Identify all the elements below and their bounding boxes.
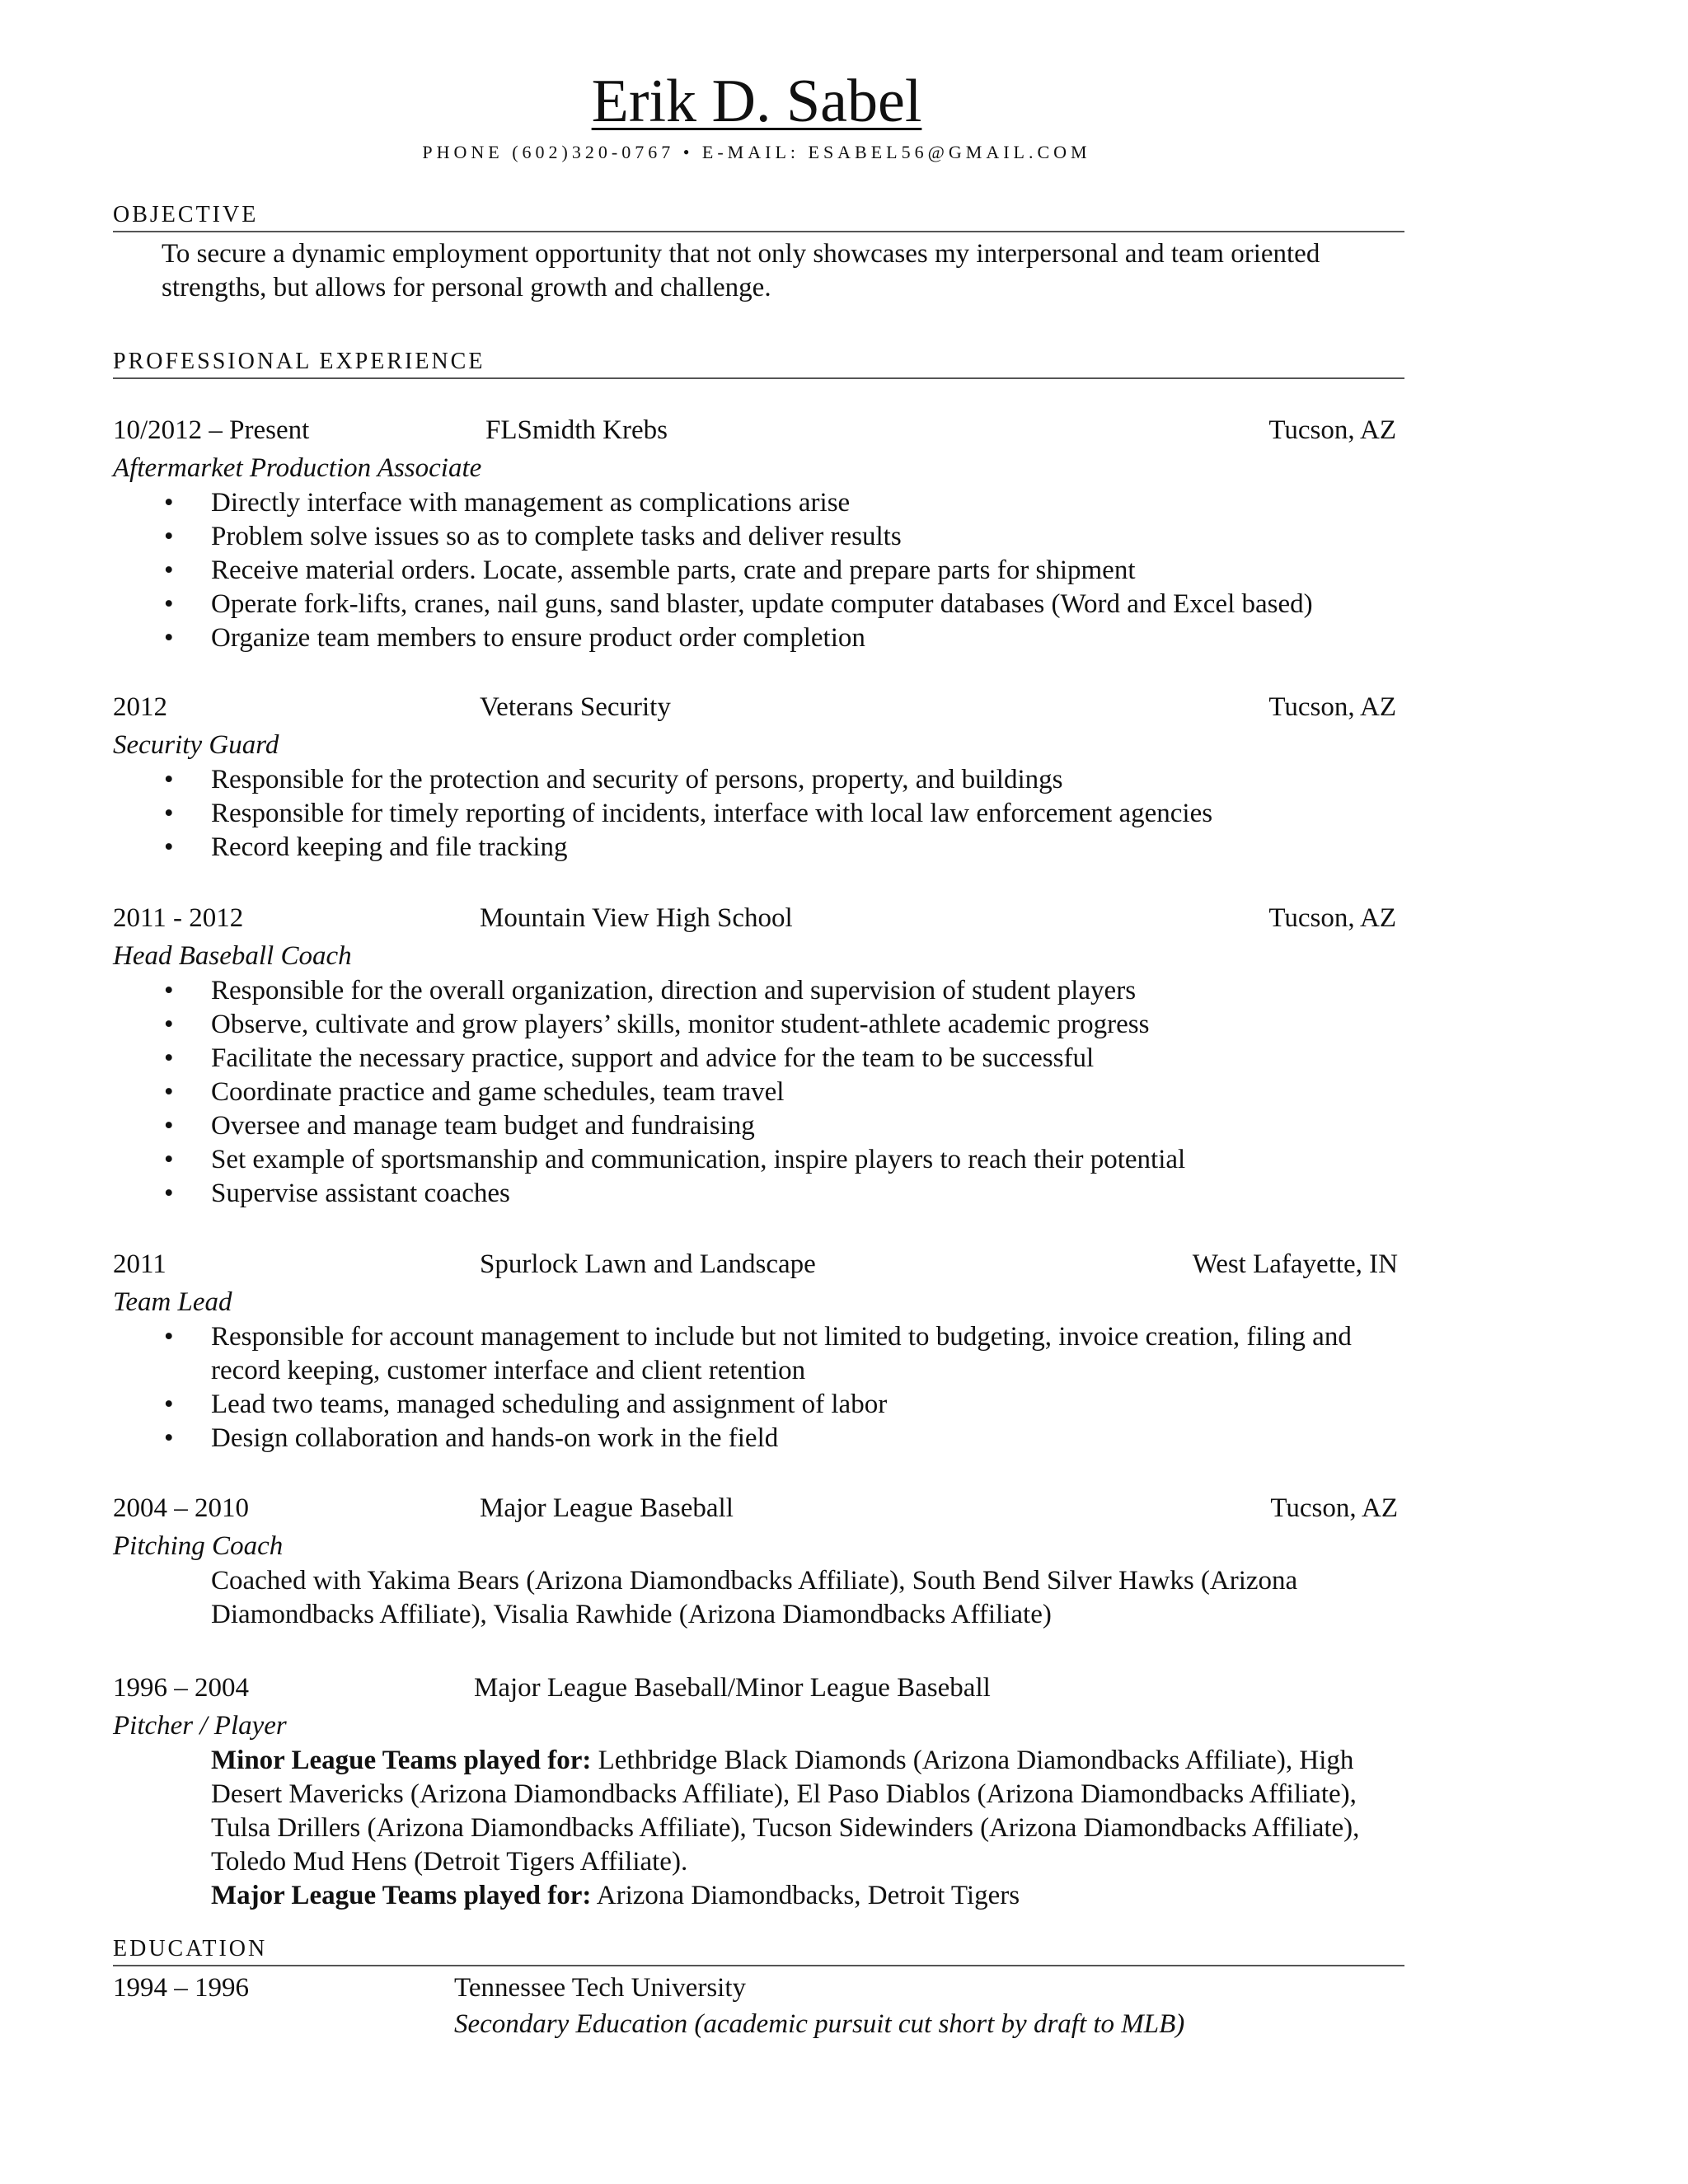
job-header [113, 412, 1404, 448]
job-location: Tucson, AZ [1268, 415, 1396, 445]
list-item [113, 1042, 1404, 1076]
bullet-icon: • [164, 1077, 174, 1107]
bullet-text: Supervise assistant coaches [211, 1179, 510, 1208]
bullet-icon: • [164, 522, 174, 551]
education-heading: EDUCATION [113, 1935, 1404, 1966]
job-date: 10/2012 – Present [113, 415, 310, 445]
bullet-text: Responsible for the protection and security of persons, property, and buildings [211, 765, 1063, 794]
job-date: 1996 – 2004 [113, 1673, 249, 1703]
list-item [113, 763, 1404, 797]
experience-heading: PROFESSIONAL EXPERIENCE [113, 348, 1404, 379]
job-location: Tucson, AZ [1270, 1493, 1398, 1523]
bullet-icon: • [164, 555, 174, 585]
job-role: Pitching Coach [113, 1531, 284, 1561]
job-header [113, 689, 1404, 725]
major-league-description [113, 1879, 1398, 1913]
job-company: Major League Baseball/Minor League Baseball [474, 1673, 991, 1703]
bullet-icon: • [164, 832, 174, 862]
bullet-text: Receive material orders. Locate, assemble parts, crate and prepare parts for shipment [211, 555, 1136, 585]
bullet-text: Observe, cultivate and grow players’ skills, monitor student-athlete academic progress [211, 1010, 1150, 1039]
job-entry [113, 1490, 1404, 1632]
job-company: Spurlock Lawn and Landscape [480, 1249, 816, 1279]
job-date: 2012 [113, 692, 167, 722]
minor-league-label: Minor League Teams played for: [211, 1746, 592, 1775]
objective-text: To secure a dynamic employment opportunity that not only showcases my interpersonal and team oriented strengths, but allows for personal growth and challenge. [162, 239, 1320, 302]
bullet-icon: • [164, 589, 174, 619]
job-company: Major League Baseball [480, 1493, 734, 1523]
minor-league-teams: Lethbridge Black Diamonds (Arizona Diamondbacks Affiliate), High Desert Mavericks (Arizona Diamondbacks Affiliate), El Paso Diablos (Arizona Diamondbacks Affiliate), Tulsa Drillers (Arizona Diamondbacks Affiliate), Tucson Sidewinders (Arizona Diamondbacks Affiliate), Toledo Mud Hens (Detroit Tigers Affiliate). [211, 1746, 1360, 1877]
bullet-text: Organize team members to ensure product order completion [211, 623, 865, 653]
list-item [113, 797, 1404, 831]
list-item [113, 1320, 1398, 1388]
list-item [113, 1422, 1404, 1455]
bullet-text: Responsible for account management to include but not limited to budgeting, invoice creation, filing and record keeping, customer interface and client retention [211, 1322, 1352, 1385]
job-bullets [113, 763, 1404, 865]
job-bullets [113, 486, 1404, 655]
bullet-icon: • [164, 488, 174, 518]
bullet-icon: • [164, 1322, 174, 1352]
job-header [113, 900, 1404, 936]
job-date: 2011 [113, 1249, 166, 1279]
job-bullets [113, 1320, 1404, 1455]
major-league-label: Major League Teams played for: [211, 1881, 592, 1910]
bullet-icon: • [164, 1111, 174, 1141]
education-school: Tennessee Tech University [454, 1973, 746, 2003]
job-entry [113, 1670, 1404, 1913]
bullet-icon: • [164, 1423, 174, 1453]
bullet-text: Responsible for timely reporting of incidents, interface with local law enforcement agencies [211, 799, 1213, 828]
job-role: Head Baseball Coach [113, 941, 352, 971]
job-bullets [113, 974, 1404, 1211]
list-item [113, 1388, 1404, 1422]
list-item [113, 554, 1404, 588]
job-company: FLSmidth Krebs [485, 415, 668, 445]
bullet-text: Record keeping and file tracking [211, 832, 568, 862]
job-role: Pitcher / Player [113, 1711, 287, 1741]
job-date: 2004 – 2010 [113, 1493, 249, 1523]
list-item [113, 1076, 1404, 1109]
bullet-icon: • [164, 1043, 174, 1073]
list-item [113, 621, 1404, 655]
job-entry [113, 689, 1404, 865]
bullet-text: Directly interface with management as complications arise [211, 488, 851, 518]
list-item [113, 1109, 1404, 1143]
job-header [113, 1490, 1404, 1526]
job-company: Mountain View High School [480, 903, 793, 933]
bullet-text: Operate fork-lifts, cranes, nail guns, sand blaster, update computer databases (Word and Excel based) [211, 589, 1313, 619]
bullet-icon: • [164, 1145, 174, 1174]
bullet-text: Lead two teams, managed scheduling and assignment of labor [211, 1390, 888, 1419]
list-item [113, 831, 1404, 865]
job-location: Tucson, AZ [1268, 903, 1396, 933]
bullet-icon: • [164, 765, 174, 794]
list-item [113, 1143, 1404, 1177]
job-entry [113, 412, 1404, 655]
job-date: 2011 - 2012 [113, 903, 244, 933]
bullet-text: Facilitate the necessary practice, support and advice for the team to be successful [211, 1043, 1095, 1073]
job-header [113, 1246, 1404, 1282]
bullet-icon: • [164, 623, 174, 653]
job-entry [113, 900, 1404, 1211]
bullet-icon: • [164, 1010, 174, 1039]
job-entry [113, 1246, 1404, 1455]
bullet-icon: • [164, 1179, 174, 1208]
list-item [113, 1177, 1404, 1211]
bullet-text: Oversee and manage team budget and fundraising [211, 1111, 755, 1141]
bullet-text: Problem solve issues so as to complete tasks and deliver results [211, 522, 902, 551]
major-league-teams: Arizona Diamondbacks, Detroit Tigers [591, 1881, 1020, 1910]
job-description: Coached with Yakima Bears (Arizona Diamondbacks Affiliate), South Bend Silver Hawks (Arizona Diamondbacks Affiliate), Visalia Rawhide (Arizona Diamondbacks Affiliate) [211, 1566, 1298, 1629]
candidate-name [0, 64, 1513, 138]
education-header [113, 1970, 1404, 2006]
bullet-text: Set example of sportsmanship and communication, inspire players to reach their potential [211, 1145, 1186, 1174]
education-degree: Secondary Education (academic pursuit cut short by draft to MLB) [454, 2009, 1185, 2039]
list-item [113, 974, 1404, 1008]
list-item [113, 1008, 1404, 1042]
minor-league-description [113, 1744, 1398, 1879]
bullet-text: Coordinate practice and game schedules, team travel [211, 1077, 785, 1107]
bullet-icon: • [164, 976, 174, 1005]
education-entry [113, 1970, 1404, 2042]
contact-line: PHONE (602)320-0767 • E-MAIL: ESABEL56@GMAIL.COM [422, 142, 1091, 162]
job-role: Team Lead [113, 1287, 232, 1317]
job-header [113, 1670, 1404, 1706]
bullet-icon: • [164, 799, 174, 828]
list-item [113, 520, 1404, 554]
job-role: Aftermarket Production Associate [113, 453, 482, 483]
bullet-text: Design collaboration and hands-on work in the field [211, 1423, 779, 1453]
bullet-text: Responsible for the overall organization, direction and supervision of student players [211, 976, 1137, 1005]
job-location: West Lafayette, IN [1192, 1249, 1398, 1279]
education-date: 1994 – 1996 [113, 1973, 249, 2003]
list-item [113, 486, 1404, 520]
objective-heading: OBJECTIVE [113, 201, 1404, 232]
candidate-name-text: Erik D. Sabel [591, 68, 922, 135]
job-location: Tucson, AZ [1268, 692, 1396, 722]
job-company: Veterans Security [480, 692, 671, 722]
bullet-icon: • [164, 1390, 174, 1419]
job-role: Security Guard [113, 730, 279, 760]
list-item [113, 588, 1404, 621]
